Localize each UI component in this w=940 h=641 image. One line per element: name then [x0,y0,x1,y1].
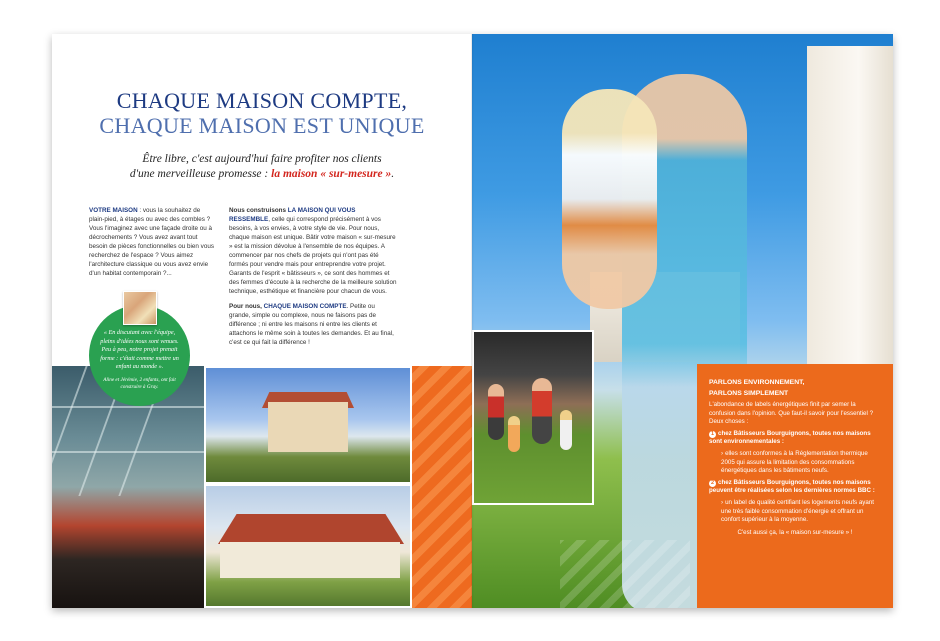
environment-point-2: 2 chez Bâtisseurs Bourguignons, toutes nos maisons peuvent être réalisées selon les dernières normes BBC : [709,478,875,495]
testimonial-portrait [123,291,157,325]
environment-point-1: 1 chez Bâtisseurs Bourguignons, toutes nos maisons sont environnementales : [709,429,871,446]
photo-house-single-storey [204,484,412,608]
column-2-p2-text: . Petite ou grande, simple ou complexe, nous ne faisons pas de différence ; ni entre les maisons ni entre les clients et attachons le même soin à toutes les demandes. Et au final, c'est ce qui fait la différence ! [229,303,394,346]
testimonial-signature: Aline et Jérémie, 2 enfants, ont fait construire à Gray. [103,376,176,390]
intro-line-1: Être libre, c'est aujourd'hui faire profiter nos clients [142,153,382,165]
column-2-p2-highlight: CHAQUE MAISON COMPTE [263,303,347,310]
environment-closing: C'est aussi ça, la « maison sur-mesure » ! [737,528,853,536]
column-2-p1-start: Nous construisons [229,207,288,214]
decorative-grass-stripes [560,540,690,608]
brochure-spread [52,34,893,608]
column-2-p1-highlight: LA MAISON QUI VOUS RESSEMBLE [229,207,356,223]
column-1 [89,206,217,284]
environment-point-2-detail: › un label de qualité certifiant les logements neufs ayant une très faible consommation d'énergie et offrant un confort supérieur à la moyenne. [721,498,875,524]
testimonial-quote: « En discutant avec l'équipe, pleins d'idées nous sont venues. Peu à peu, notre projet prenait forme : c'était comme mettre un enfant au monde ». [100,329,179,370]
environment-point-1-detail: › elles sont conformes à la Réglementation thermique 2005 qui assure la limitation des consommations énergétiques dans les bâtiments neufs. [721,449,868,475]
page-gutter [471,34,474,608]
column-1-text: : vous la souhaitez de plain-pied, à étages ou avec des combles ? Vous l'imaginez avec une façade droite ou à décrochements ? Vous avez avant tout besoin de pièces fonctionnelles ou bien vous recherchez de l'espace ? Vous aimez l'architecture classique ou vous avez envie d'un habitat contemporain ?... [89,207,214,277]
decorative-orange-stripes [412,366,472,608]
arrow-right-icon: › [721,449,724,457]
column-2-p1-text: , celle qui correspond précisément à vos besoins, à vos envies, à votre style de vie. Pour nous, chaque maison est unique. Bâtir votre maison « sur-mesure » est la mission dévolue à l'ensemble de nos équipes. A commencer par nos chefs de projets qui n'ont pas été formés pour vendre mais pour entreprendre votre projet. Garants de l'esprit « bâtisseurs », ce sont des hommes et des femmes d'écoute à la recherche de la meilleure solution technique, esthétique et financière pour chacun de vous. [229,216,397,295]
environment-intro: L'abondance de labels énergétiques finit par semer la confusion dans l'opinion. Que faut-il savoir pour l'essentiel ? Deux choses : [709,401,874,426]
environment-title-2: PARLONS SIMPLEMENT [709,390,789,397]
column-2 [229,206,397,353]
white-wall [807,46,893,364]
headline-line-1: CHAQUE MAISON COMPTE, [116,88,408,113]
house-roof [218,514,404,544]
intro-line-2-start: d'une merveilleuse promesse : [129,168,272,180]
headline-line-2: CHAQUE MAISON EST UNIQUE [99,113,425,138]
house-facade [220,542,400,578]
column-1-highlight: VOTRE MAISON [89,207,138,214]
child-figure [562,89,657,309]
photo-house-traditional [204,366,412,484]
environment-box [697,364,893,608]
number-1-icon: 1 [710,430,715,437]
intro-text [52,152,472,182]
intro-line-2-end: . [391,168,395,180]
arrow-right-icon: › [721,498,724,506]
number-2-icon: 2 [710,479,715,486]
environment-title-1: PARLONS ENVIRONNEMENT, [709,379,805,386]
photo-family-barbecue [472,330,594,505]
column-2-p2-start: Pour nous, [229,303,264,310]
house-facade [268,402,348,452]
intro-highlight: la maison « sur-mesure » [271,168,392,180]
